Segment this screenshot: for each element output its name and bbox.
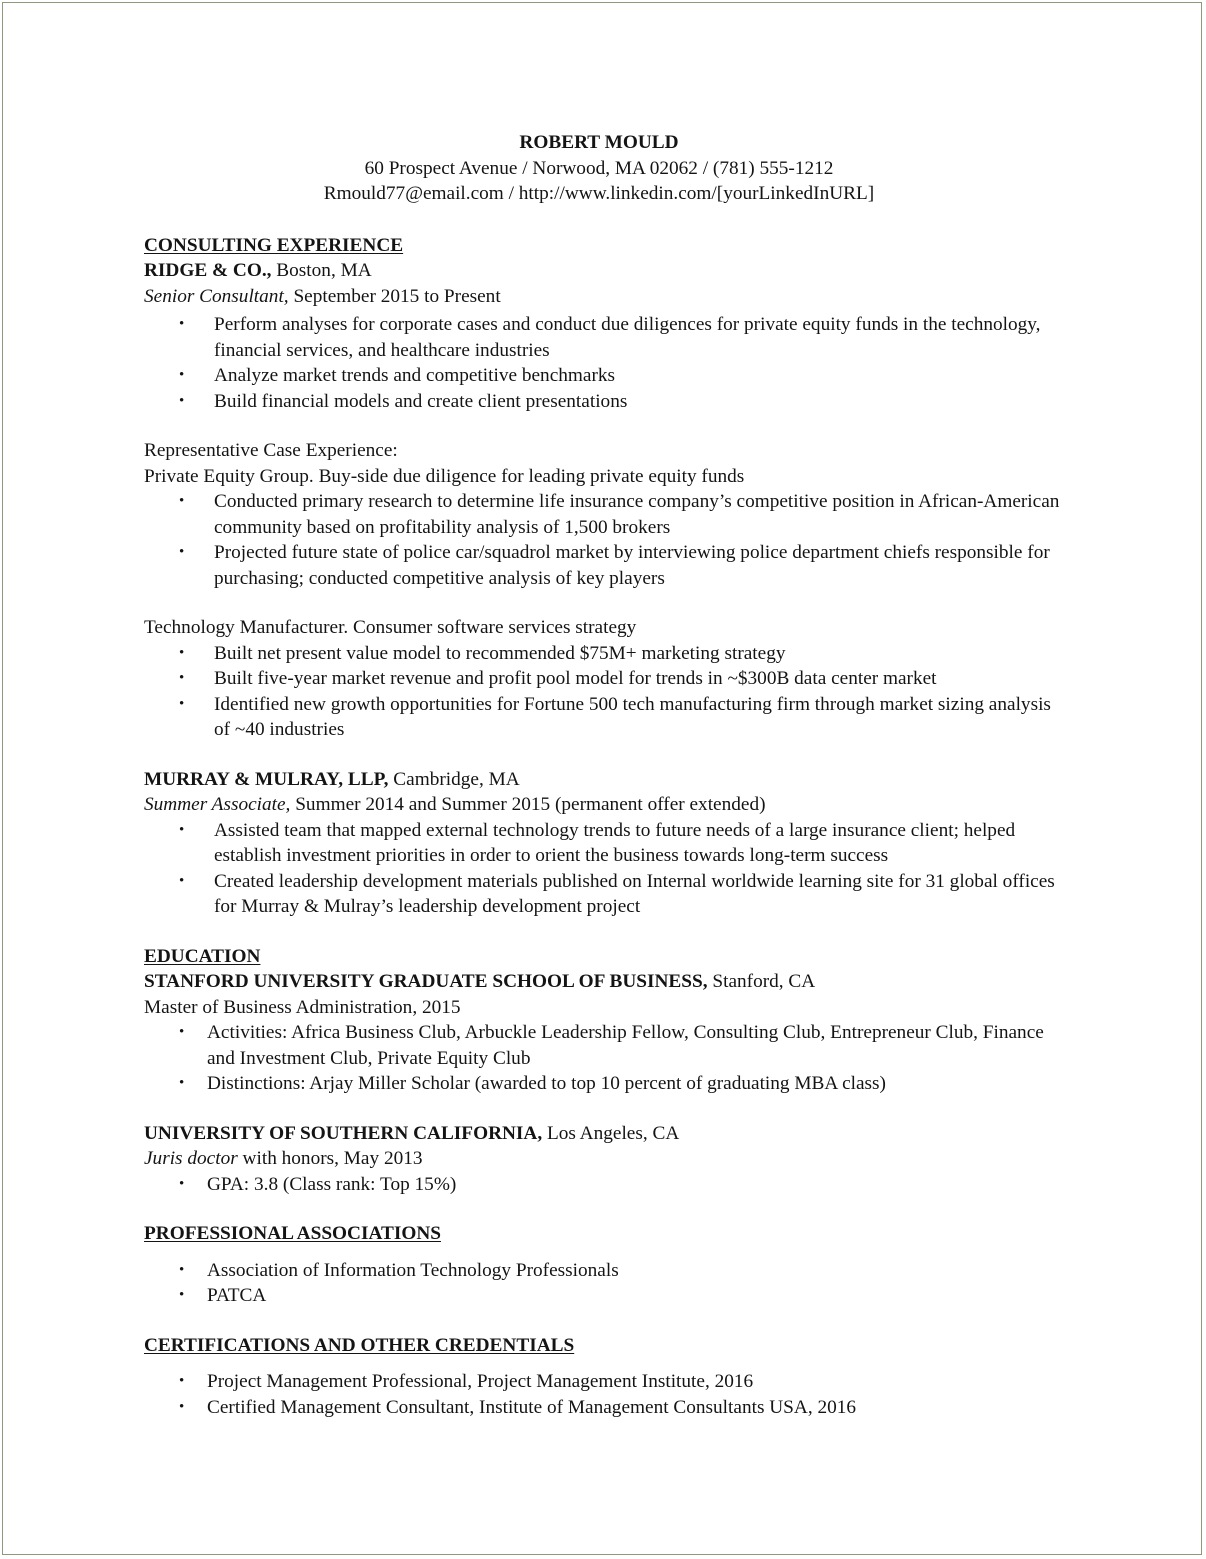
list-item: • Identified new growth opportunities for Fortune 500 tech manufacturing firm through market sizing analysis of ~40 industries (144, 692, 1064, 743)
list-item: • Association of Information Technology Professionals (144, 1258, 1064, 1284)
section-heading-education: EDUCATION (144, 945, 261, 967)
school-location: Los Angeles, CA (542, 1122, 680, 1144)
role-dates: September 2015 to Present (288, 285, 501, 307)
school-name: UNIVERSITY OF SOUTHERN CALIFORNIA, (144, 1122, 543, 1144)
degree-line-usc (144, 1146, 1064, 1172)
resume-page (144, 130, 1064, 1420)
section-heading-associations: PROFESSIONAL ASSOCIATIONS (144, 1223, 441, 1244)
list-item: • Assisted team that mapped external technology trends to future needs of a large insurance client; helped establish investment priorities in order to orient the business towards long-term success (144, 818, 1064, 869)
list-item: • Project Management Professional, Project Management Institute, 2016 (144, 1369, 1064, 1395)
list-item: • Built net present value model to recommended $75M+ marketing strategy (144, 641, 1064, 667)
employer-name: RIDGE & CO., (144, 260, 272, 281)
school-location: Stanford, CA (707, 971, 816, 992)
case1-bullets (144, 489, 1064, 591)
list-item: • PATCA (144, 1283, 1064, 1309)
list-item: • Built five-year market revenue and profit pool model for trends in ~$300B data center market (144, 666, 1064, 692)
employer-name: MURRAY & MULRAY, LLP, (144, 768, 389, 790)
employer-location: Cambridge, MA (388, 768, 520, 790)
usc-bullets (144, 1172, 1064, 1198)
list-item: • Build financial models and create client presentations (144, 389, 1064, 415)
contact-line: Rmould77@email.com / http://www.linkedin.com/[yourLinkedInURL] (323, 183, 875, 204)
list-item: • Perform analyses for corporate cases and conduct due diligences for private equity funds in the technology, financial services, and healthcare industries (144, 312, 1064, 363)
role-dates: Summer 2014 and Summer 2015 (permanent offer extended) (290, 794, 766, 815)
list-item: • Distinctions: Arjay Miller Scholar (awarded to top 10 percent of graduating MBA class) (144, 1071, 1064, 1097)
representative-case-label: Representative Case Experience: (144, 440, 398, 461)
list-item: • Certified Management Consultant, Institute of Management Consultants USA, 2016 (144, 1395, 1064, 1421)
case-title-private-equity: Private Equity Group. Buy-side due diligence for leading private equity funds (144, 465, 745, 487)
ridge-bullets (144, 312, 1064, 414)
list-item: • Analyze market trends and competitive benchmarks (144, 363, 1064, 389)
list-item: • Conducted primary research to determine life insurance company’s competitive position in African-American community based on profitability analysis of 1,500 brokers (144, 489, 1064, 540)
case2-bullets (144, 641, 1064, 743)
employer-line-murray (144, 767, 1064, 793)
list-item: • Projected future state of police car/squadrol market by interviewing police department chiefs responsible for purchasing; conducted competitive analysis of key players (144, 540, 1064, 591)
stanford-bullets (144, 1020, 1064, 1097)
list-item: • Created leadership development materials published on Internal worldwide learning site for 31 global offices for Murray & Mulray’s leadership development project (144, 869, 1064, 920)
resume-header (134, 130, 1064, 207)
degree-detail: with honors, May 2013 (237, 1148, 423, 1169)
degree-title: Juris doctor (144, 1148, 238, 1169)
school-line-usc (144, 1121, 1064, 1147)
list-item: • Activities: Africa Business Club, Arbuckle Leadership Fellow, Consulting Club, Entrepreneur Club, Finance and Investment Club, Private Equity Club (144, 1020, 1064, 1071)
role-line-murray (144, 792, 1064, 818)
case-title-technology: Technology Manufacturer. Consumer software services strategy (144, 617, 637, 638)
employer-location: Boston, MA (271, 260, 372, 281)
school-line-stanford (144, 969, 1064, 995)
degree-line-stanford: Master of Business Administration, 2015 (144, 996, 461, 1018)
associations-bullets (144, 1258, 1064, 1309)
candidate-name: ROBERT MOULD (519, 132, 679, 153)
role-line-ridge (144, 284, 1064, 310)
certifications-bullets (144, 1369, 1064, 1420)
employer-line-ridge (144, 258, 1064, 284)
role-title: Senior Consultant, (144, 285, 289, 307)
section-heading-certifications: CERTIFICATIONS AND OTHER CREDENTIALS (144, 1334, 575, 1356)
school-name: STANFORD UNIVERSITY GRADUATE SCHOOL OF BUSINESS, (144, 971, 708, 992)
address-line: 60 Prospect Avenue / Norwood, MA 02062 / (781) 555-1212 (364, 157, 834, 179)
role-title: Summer Associate, (144, 794, 291, 815)
section-heading-consulting: CONSULTING EXPERIENCE (144, 234, 404, 256)
murray-bullets (144, 818, 1064, 920)
list-item: • GPA: 3.8 (Class rank: Top 15%) (144, 1172, 1064, 1198)
